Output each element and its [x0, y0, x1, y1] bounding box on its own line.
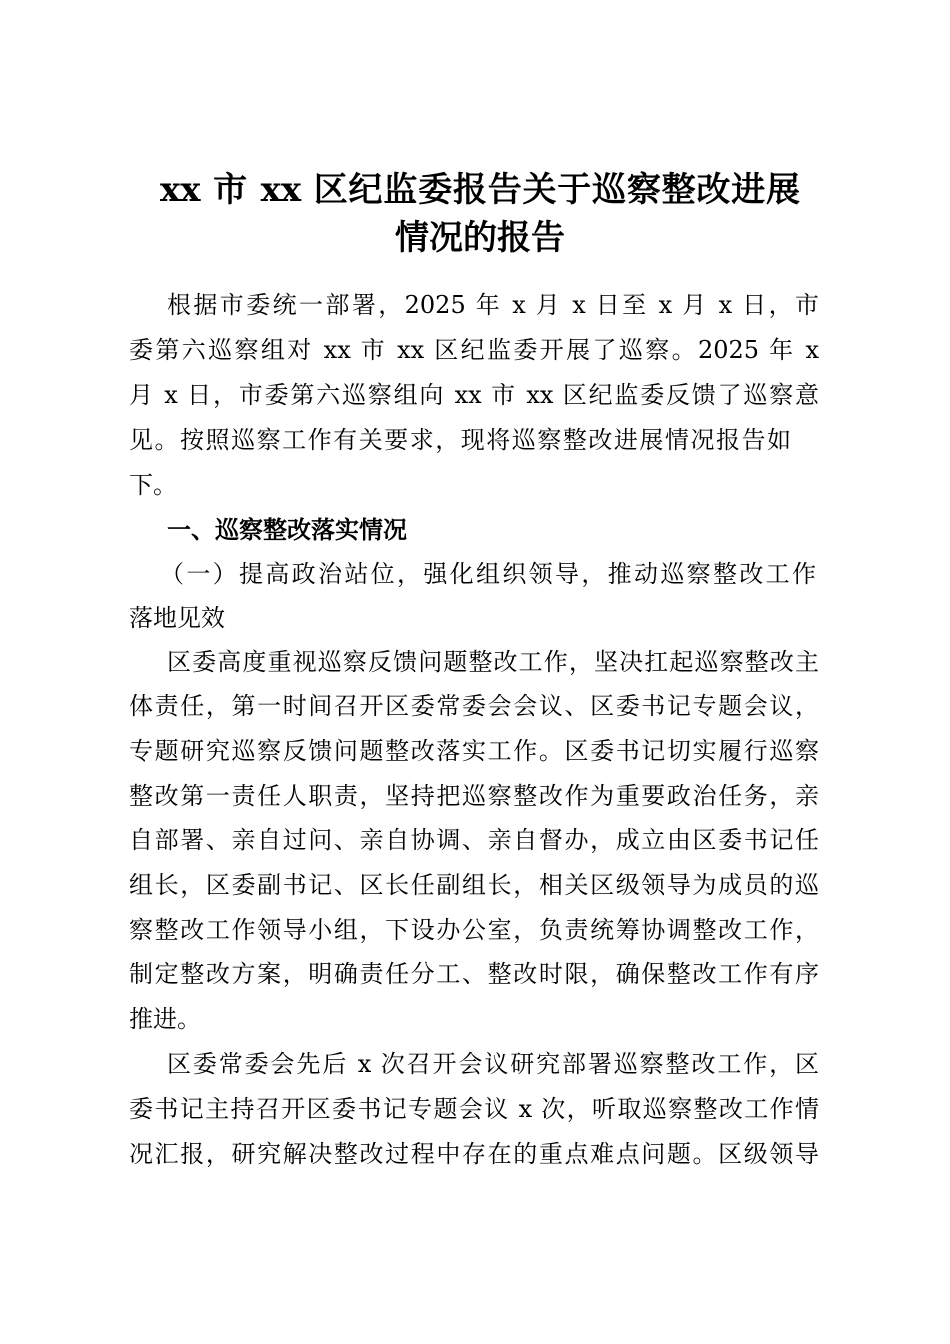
- subsection-heading-line: （一）提高政治站位，强化组织领导，推动巡察整改工作: [160, 560, 816, 588]
- paragraph-line: 委第六巡察组对 xx 市 xx 区纪监委开展了巡察。2025 年 x: [129, 336, 819, 364]
- paragraph-line: 委书记主持召开区委书记专题会议 x 次，听取巡察整改工作情: [129, 1095, 819, 1123]
- document-title-line-2: 情况的报告: [395, 218, 565, 258]
- paragraph-line: 月 x 日，市委第六巡察组向 xx 市 xx 区纪监委反馈了巡察意: [129, 381, 819, 409]
- paragraph-line: 制定整改方案，明确责任分工、整改时限，确保整改工作有序: [129, 960, 819, 988]
- paragraph-line: 区委高度重视巡察反馈问题整改工作，坚决扛起巡察整改主: [167, 648, 819, 676]
- section-heading: 一、巡察整改落实情况: [167, 515, 407, 544]
- paragraph-line: 况汇报，研究解决整改过程中存在的重点难点问题。区级领导: [129, 1140, 819, 1168]
- document-title-line-1: xx 市 xx 区纪监委报告关于巡察整改进展: [160, 170, 800, 210]
- paragraph-line: 根据市委统一部署，2025 年 x 月 x 日至 x 月 x 日，市: [167, 291, 819, 319]
- paragraph-line: 体责任，第一时间召开区委常委会会议、区委书记专题会议，: [129, 692, 819, 720]
- paragraph-line: 组长，区委副书记、区长任副组长，相关区级领导为成员的巡: [129, 871, 819, 899]
- paragraph-line: 区委常委会先后 x 次召开会议研究部署巡察整改工作，区: [167, 1050, 819, 1078]
- paragraph-line: 下。: [129, 471, 177, 499]
- paragraph-line: 专题研究巡察反馈问题整改落实工作。区委书记切实履行巡察: [129, 737, 819, 765]
- paragraph-line: 察整改工作领导小组，下设办公室，负责统筹协调整改工作，: [129, 916, 819, 944]
- paragraph-line: 见。按照巡察工作有关要求，现将巡察整改进展情况报告如: [129, 426, 791, 454]
- paragraph-line: 自部署、亲自过问、亲自协调、亲自督办，成立由区委书记任: [129, 826, 819, 854]
- subsection-heading-line: 落地见效: [129, 604, 225, 632]
- paragraph-line: 整改第一责任人职责，坚持把巡察整改作为重要政治任务，亲: [129, 782, 819, 810]
- paragraph-line: 推进。: [129, 1005, 201, 1033]
